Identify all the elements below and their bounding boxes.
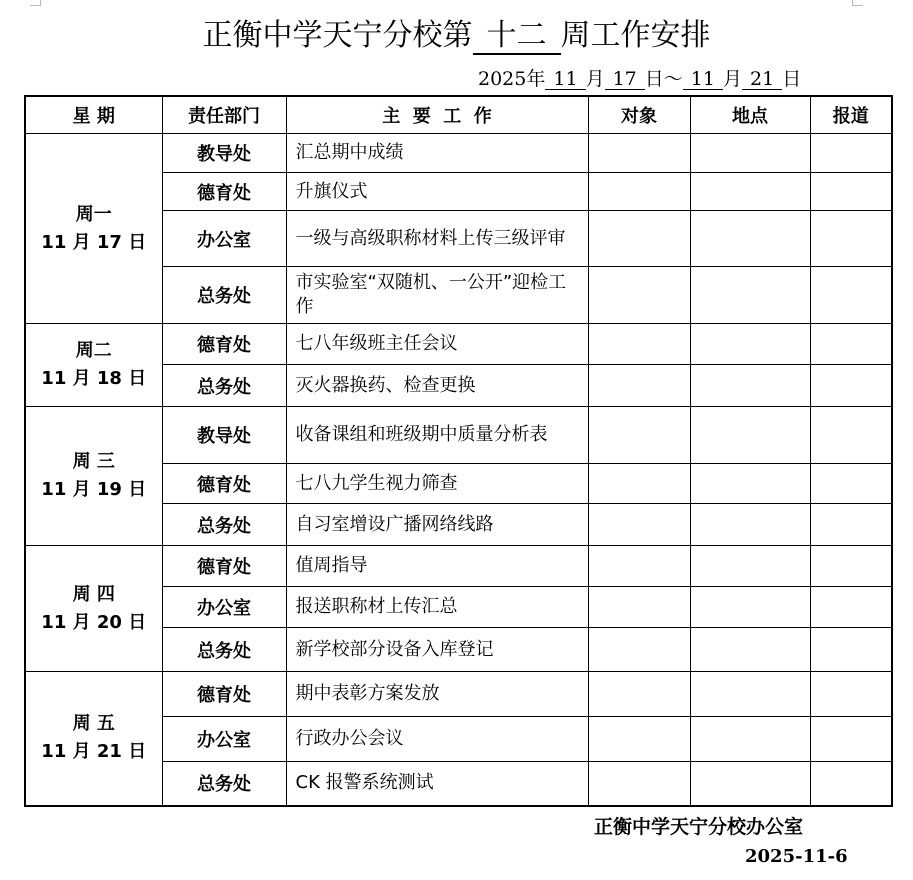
- footer-date: 2025-11-6: [745, 846, 848, 867]
- start-day: 17: [605, 69, 645, 90]
- department-cell: 办公室: [162, 211, 286, 267]
- year: 2025: [478, 68, 527, 90]
- year-label: 年: [526, 68, 546, 90]
- task-cell: CK 报警系统测试: [286, 762, 588, 806]
- task-cell: 灭火器换药、检查更换: [286, 365, 588, 407]
- department-cell: 教导处: [162, 407, 286, 464]
- table-row: [25, 546, 892, 587]
- table-row: [25, 672, 892, 717]
- target-cell: [588, 267, 690, 324]
- department-cell: 总务处: [162, 628, 286, 672]
- task-cell: 收备课组和班级期中质量分析表: [286, 407, 588, 464]
- location-cell: [690, 587, 810, 628]
- report-cell: [810, 587, 892, 628]
- end-month: 11: [683, 69, 723, 90]
- weekday-label: 周一: [75, 203, 112, 225]
- range-separator: ～: [663, 68, 683, 90]
- title-week-number: 十二: [473, 18, 561, 55]
- title-suffix: 周工作安排: [560, 18, 711, 53]
- location-cell: [690, 211, 810, 267]
- location-cell: [690, 407, 810, 464]
- report-cell: [810, 211, 892, 267]
- report-cell: [810, 672, 892, 717]
- title-prefix: 正衡中学天宁分校第: [202, 18, 473, 53]
- task-cell: 汇总期中成绩: [286, 134, 588, 173]
- footer-organization: 正衡中学天宁分校办公室: [594, 816, 804, 838]
- header-row: [25, 96, 892, 134]
- task-cell: 七八年级班主任会议: [286, 324, 588, 365]
- department-cell: 办公室: [162, 587, 286, 628]
- day-label: 日: [644, 68, 664, 90]
- date-range: [478, 64, 801, 91]
- report-cell: [810, 464, 892, 504]
- report-cell: [810, 717, 892, 762]
- task-cell: 行政办公会议: [286, 717, 588, 762]
- target-cell: [588, 762, 690, 806]
- target-cell: [588, 324, 690, 365]
- task-cell: 七八九学生视力筛查: [286, 464, 588, 504]
- task-cell: 新学校部分设备入库登记: [286, 628, 588, 672]
- month-label: 月: [722, 68, 742, 90]
- report-cell: [810, 504, 892, 546]
- location-cell: [690, 717, 810, 762]
- department-cell: 总务处: [162, 267, 286, 324]
- start-month: 11: [545, 69, 585, 90]
- report-cell: [810, 762, 892, 806]
- report-cell: [810, 546, 892, 587]
- task-cell: 一级与高级职称材料上传三级评审: [286, 211, 588, 267]
- weekday-cell: [25, 672, 162, 806]
- task-cell: 市实验室“双随机、一公开”迎检工作: [286, 267, 588, 324]
- target-cell: [588, 504, 690, 546]
- department-cell: 总务处: [162, 762, 286, 806]
- department-cell: 德育处: [162, 324, 286, 365]
- header-weekday: 星 期: [25, 96, 162, 134]
- location-cell: [690, 464, 810, 504]
- location-cell: [690, 762, 810, 806]
- target-cell: [588, 173, 690, 211]
- weekday-label: 周 三: [72, 451, 115, 472]
- department-cell: 总务处: [162, 365, 286, 407]
- report-cell: [810, 365, 892, 407]
- end-day: 21: [742, 69, 782, 90]
- department-cell: 德育处: [162, 173, 286, 211]
- task-cell: 自习室增设广播网络线路: [286, 504, 588, 546]
- location-cell: [690, 173, 810, 211]
- header-target: 对象: [588, 96, 690, 134]
- page-corner-mark: [852, 0, 863, 6]
- date-label: 11 月 20 日: [41, 611, 147, 633]
- target-cell: [588, 134, 690, 173]
- location-cell: [690, 546, 810, 587]
- weekday-cell: [25, 134, 162, 324]
- date-label: 11 月 17 日: [41, 231, 147, 253]
- page-corner-mark: [30, 0, 41, 6]
- table-row: [25, 134, 892, 173]
- month-label: 月: [585, 68, 605, 90]
- weekday-cell: [25, 546, 162, 672]
- task-cell: 升旗仪式: [286, 173, 588, 211]
- date-label: 11 月 18 日: [41, 368, 147, 389]
- report-cell: [810, 134, 892, 173]
- header-location: 地点: [690, 96, 810, 134]
- report-cell: [810, 267, 892, 324]
- header-report: 报道: [810, 96, 892, 134]
- day-label: 日: [782, 68, 802, 90]
- location-cell: [690, 134, 810, 173]
- report-cell: [810, 628, 892, 672]
- location-cell: [690, 267, 810, 324]
- target-cell: [588, 211, 690, 267]
- department-cell: 德育处: [162, 464, 286, 504]
- target-cell: [588, 587, 690, 628]
- table-row: [25, 324, 892, 365]
- department-cell: 德育处: [162, 546, 286, 587]
- weekday-label: 周 四: [72, 583, 115, 605]
- report-cell: [810, 173, 892, 211]
- task-cell: 值周指导: [286, 546, 588, 587]
- page-title: [0, 10, 913, 54]
- target-cell: [588, 407, 690, 464]
- header-main-work: 主 要 工 作: [286, 96, 588, 134]
- weekday-cell: [25, 324, 162, 407]
- target-cell: [588, 464, 690, 504]
- department-cell: 德育处: [162, 672, 286, 717]
- weekday-cell: [25, 407, 162, 546]
- target-cell: [588, 628, 690, 672]
- target-cell: [588, 672, 690, 717]
- date-label: 11 月 19 日: [41, 479, 147, 500]
- location-cell: [690, 324, 810, 365]
- location-cell: [690, 672, 810, 717]
- weekday-label: 周二: [75, 340, 112, 361]
- target-cell: [588, 717, 690, 762]
- department-cell: 总务处: [162, 504, 286, 546]
- target-cell: [588, 365, 690, 407]
- header-department: 责任部门: [162, 96, 286, 134]
- weekday-label: 周 五: [72, 713, 115, 735]
- report-cell: [810, 407, 892, 464]
- location-cell: [690, 365, 810, 407]
- date-label: 11 月 21 日: [41, 741, 147, 763]
- department-cell: 教导处: [162, 134, 286, 173]
- department-cell: 办公室: [162, 717, 286, 762]
- schedule-table: [24, 95, 893, 807]
- task-cell: 期中表彰方案发放: [286, 672, 588, 717]
- report-cell: [810, 324, 892, 365]
- task-cell: 报送职称材上传汇总: [286, 587, 588, 628]
- target-cell: [588, 546, 690, 587]
- location-cell: [690, 504, 810, 546]
- location-cell: [690, 628, 810, 672]
- table-row: [25, 407, 892, 464]
